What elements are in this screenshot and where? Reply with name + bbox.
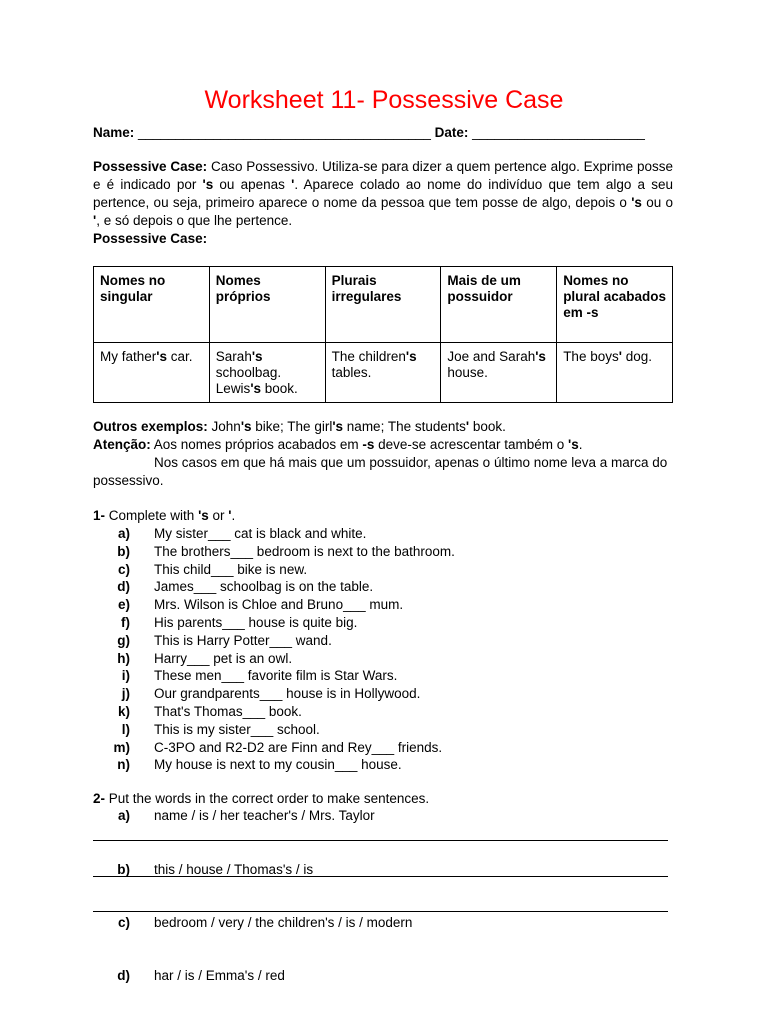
attention-mark: -s: [362, 437, 375, 452]
attention-text: deve-se acrescentar também o: [374, 437, 568, 452]
attention-note-2: Nos casos em que há mais que um possuidor, apenas o último nome leva a marca do possessivo.: [93, 455, 668, 488]
cell-text: book.: [261, 381, 298, 396]
item-letter: d): [117, 579, 130, 595]
table-header-cell: Nomes próprios: [209, 267, 325, 343]
item-letter: n): [117, 757, 130, 773]
item-letter: g): [117, 632, 130, 648]
instruction-text: Complete with: [105, 508, 199, 523]
table-header-cell: Nomes no plural acabados em -s: [557, 267, 673, 343]
exercise-1-item: [108, 596, 668, 614]
attention-mark: 's: [568, 437, 579, 452]
cell-text: Sarah: [215, 349, 252, 364]
intro-text: . Aparece colado ao nome do indivíduo que tem algo a seu pertence, ou seja, primeiro aparece o nome da pessoa que tem posse de algo, depois o: [93, 177, 673, 210]
exercise-1-item: [108, 525, 668, 543]
cell-mark: 's: [250, 381, 262, 396]
intro-text: ou o: [641, 195, 673, 210]
exercise-1-item: [108, 614, 668, 632]
intro-mark: 's: [631, 195, 642, 210]
cell-mark: 's: [535, 349, 546, 364]
item-text: James___ schoolbag is on the table.: [154, 579, 374, 595]
instruction-text: or: [208, 508, 229, 523]
cell-text: The children: [331, 349, 406, 364]
item-letter: c): [117, 914, 130, 930]
item-letter: a): [117, 808, 130, 823]
answer-line[interactable]: [93, 911, 668, 912]
attention-label: Atenção:: [93, 437, 151, 452]
item-letter: f): [121, 614, 130, 630]
worksheet-title: Worksheet 11- Possessive Case: [204, 86, 564, 114]
item-text: Our grandparents___ house is in Hollywood.: [154, 686, 421, 702]
exercise-1-item: [108, 561, 668, 579]
item-text: My house is next to my cousin___ house.: [154, 757, 402, 773]
section-label: Possessive Case:: [93, 231, 208, 246]
intro-paragraph: [93, 158, 673, 230]
attention-text: Aos nomes próprios acabados em: [150, 437, 363, 452]
item-text: This is my sister___ school.: [154, 721, 320, 737]
item-letter: b): [117, 861, 130, 877]
exercise-1-item: [108, 721, 668, 739]
table-cell: [94, 343, 210, 403]
cell-text: My father: [100, 349, 157, 364]
exercise-1-item: [108, 685, 668, 703]
cell-text: dog.: [621, 349, 652, 364]
name-label: Name:: [93, 125, 135, 140]
exercise-1-list: [108, 525, 668, 774]
example-mark: 's: [240, 419, 252, 434]
cell-text: tables.: [331, 365, 372, 380]
table-header-cell: Plurais irregulares: [325, 267, 441, 343]
table-cell: [557, 343, 673, 403]
date-blank: _______________________: [472, 125, 645, 140]
item-text: This is Harry Potter___ wand.: [154, 632, 332, 648]
intro-text: ou apenas: [213, 177, 292, 192]
cell-text: The boys: [563, 349, 619, 364]
intro-label-2: [93, 230, 207, 248]
exercise-number: 2-: [93, 791, 106, 806]
intro-mark: ': [291, 177, 295, 192]
instruction-text: Put the words in the correct order to make sentences.: [105, 791, 430, 806]
example-text: book.: [469, 419, 506, 434]
item-letter: l): [121, 721, 130, 737]
item-letter: c): [117, 561, 130, 577]
item-text: this / house / Thomas's / is: [154, 861, 314, 877]
table-row: [94, 343, 673, 403]
intro-mark: 's: [202, 177, 214, 192]
example-text: name; The students: [343, 419, 466, 434]
item-text: bedroom / very / the children's / is / modern: [154, 914, 413, 930]
table-cell: [325, 343, 441, 403]
item-letter: e): [117, 597, 130, 613]
exercise-2-item: [108, 914, 668, 932]
exercise-number: 1-: [93, 508, 106, 523]
example-text: John: [207, 419, 241, 434]
cell-text: schoolbag. Lewis: [215, 365, 282, 396]
exercise-1-item: [108, 578, 668, 596]
exercise-2-item: [108, 807, 668, 825]
cell-mark: 's: [156, 349, 167, 364]
item-text: That's Thomas___ book.: [154, 703, 302, 719]
item-text: The brothers___ bedroom is next to the bathroom.: [154, 543, 455, 559]
exercise-1-item: [108, 703, 668, 721]
intro-mark: ': [93, 213, 97, 228]
item-letter: j): [121, 686, 130, 702]
cell-mark: 's: [251, 349, 263, 364]
example-text: bike; The girl: [251, 419, 333, 434]
name-blank: _______________________________________: [138, 125, 431, 140]
item-letter: d): [117, 968, 130, 984]
item-text: Harry___ pet is an owl.: [154, 650, 293, 666]
table-header-cell: Nomes no singular: [94, 267, 210, 343]
name-date-row: [93, 124, 693, 142]
exercise-2-item: [108, 967, 668, 985]
cell-text: car.: [167, 349, 193, 364]
attention-text: .: [578, 437, 583, 452]
exercise-1-item: [108, 632, 668, 650]
item-text: Mrs. Wilson is Chloe and Bruno___ mum.: [154, 597, 404, 613]
table-header-cell: Mais de um possuidor: [441, 267, 557, 343]
exercise-2-instruction: [93, 790, 429, 808]
item-letter: k): [117, 703, 130, 719]
examples-label: Outros exemplos:: [93, 419, 208, 434]
table-cell: [441, 343, 557, 403]
other-examples: [93, 418, 693, 436]
item-text: These men___ favorite film is Star Wars.: [154, 668, 398, 684]
item-text: This child___ bike is new.: [154, 561, 308, 577]
intro-label: Possessive Case:: [93, 159, 208, 174]
item-letter: i): [121, 668, 130, 684]
cell-text: Joe and Sarah: [447, 349, 536, 364]
example-mark: ': [465, 419, 470, 434]
answer-line[interactable]: [93, 840, 668, 841]
item-text: name / is / her teacher's / Mrs. Taylor: [154, 808, 375, 823]
item-letter: b): [117, 543, 130, 559]
exercise-1-item: [108, 739, 668, 757]
item-text: har / is / Emma's / red: [154, 968, 285, 984]
answer-line[interactable]: [93, 876, 668, 877]
cell-mark: ': [618, 349, 622, 364]
instruction-mark: 's: [198, 508, 209, 523]
item-text: C-3PO and R2-D2 are Finn and Rey___ friends.: [154, 739, 443, 755]
cell-mark: 's: [405, 349, 417, 364]
item-letter: h): [117, 650, 130, 666]
cell-text: house.: [447, 365, 488, 380]
attention-note: [93, 436, 693, 454]
instruction-text: .: [231, 508, 236, 523]
exercise-1-instruction: [93, 507, 235, 525]
exercise-1-item: [108, 650, 668, 668]
intro-text: , e só depois o que lhe pertence.: [96, 213, 293, 228]
instruction-mark: ': [228, 508, 232, 523]
intro-text: Caso Possessivo. Utiliza-se para dizer a quem pertence algo. Exprime posse e é indicado por: [93, 159, 674, 192]
date-label: Date:: [434, 125, 469, 140]
possessive-table: [93, 266, 673, 403]
item-text: My sister___ cat is black and white.: [154, 526, 367, 541]
exercise-1-item: [108, 543, 668, 561]
item-text: His parents___ house is quite big.: [154, 614, 358, 630]
item-letter: m): [113, 739, 130, 755]
item-letter: a): [117, 526, 130, 541]
exercise-1-item: [108, 756, 668, 774]
exercise-1-item: [108, 667, 668, 685]
table-header-row: [94, 267, 673, 343]
table-cell: [209, 343, 325, 403]
example-mark: 's: [332, 419, 344, 434]
